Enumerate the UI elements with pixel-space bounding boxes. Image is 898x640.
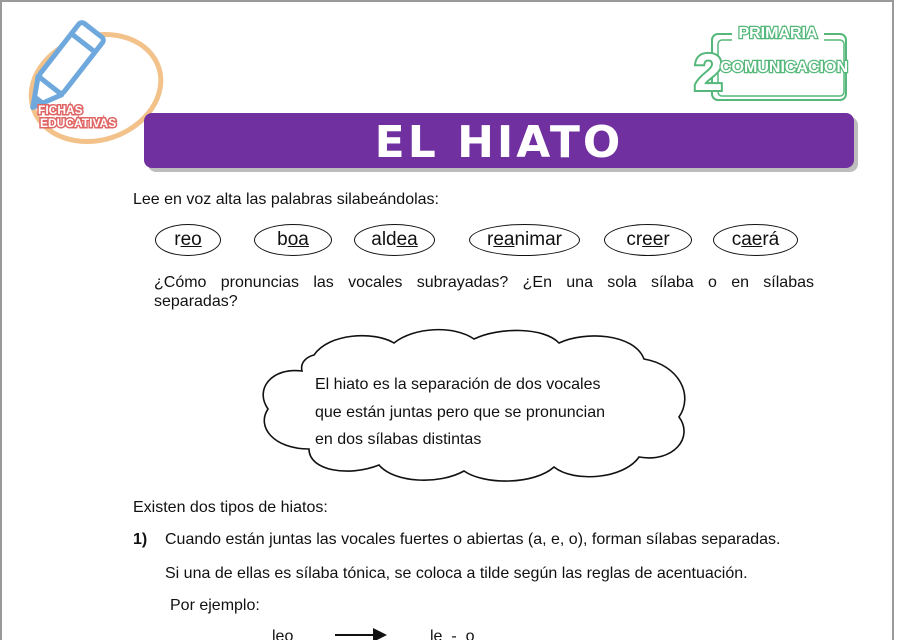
badge-level: PRIMARIA: [738, 25, 818, 42]
underlined-vowels: oa: [287, 229, 309, 250]
example-word: leo: [272, 628, 294, 640]
word-oval: [254, 224, 332, 256]
question-line-1: ¿Cómo pronuncias las vocales subrayadas? ¿En una sola sílaba o en sílabas: [154, 274, 814, 291]
right-arrow-icon: [335, 626, 387, 640]
word-part: cr: [626, 229, 643, 250]
word-oval: [604, 224, 692, 256]
types-intro: Existen dos tipos de hiatos:: [133, 499, 328, 516]
definition-line: que están juntas pero que se pronuncian: [315, 403, 605, 421]
word-part: rá: [762, 229, 780, 250]
item-number: 1): [133, 531, 148, 548]
word-oval: [354, 224, 435, 256]
item-text: Cuando están juntas las vocales fuertes o abiertas (a, e, o), forman sílabas separadas.: [165, 531, 781, 548]
word-oval: [155, 224, 221, 256]
underlined-vowels: ee: [642, 229, 664, 250]
underlined-vowels: eo: [180, 229, 202, 250]
word-oval: [469, 224, 580, 256]
title-banner: [144, 113, 854, 168]
word-part: c: [731, 229, 742, 250]
page-title: EL HIATO: [374, 117, 624, 168]
instruction-text: Lee en voz alta las palabras silabeándolas:: [133, 191, 439, 208]
underlined-vowels: ea: [493, 229, 515, 250]
word-oval: [713, 224, 798, 256]
example-split: le - o: [430, 628, 475, 640]
definition-line: El hiato es la separación de dos vocales: [315, 376, 601, 393]
definition-text: [315, 371, 605, 454]
word-part: r: [663, 229, 670, 250]
badge-subject: COMUNICACION: [720, 59, 848, 76]
definition-line: en dos sílabas distintas: [315, 431, 482, 448]
question-line-2: separadas?: [154, 293, 238, 310]
example-label: Por ejemplo:: [170, 597, 260, 614]
logo-line1: FICHAS: [38, 103, 83, 117]
primaria-comunicacion-badge: [690, 20, 850, 104]
word-part: nimar: [514, 229, 562, 250]
word-part: r: [174, 229, 181, 250]
word-list: [2, 224, 894, 260]
item-note: Si una de ellas es sílaba tónica, se coloca a tilde según las reglas de acentuación.: [165, 565, 748, 582]
word-part: r: [487, 229, 494, 250]
underlined-vowels: ae: [741, 229, 763, 250]
word-part: ald: [371, 229, 397, 250]
word-part: b: [277, 229, 288, 250]
underlined-vowels: ea: [396, 229, 418, 250]
logo-line2: EDUCATIVAS: [40, 116, 117, 130]
badge-grade: 2: [694, 44, 723, 102]
